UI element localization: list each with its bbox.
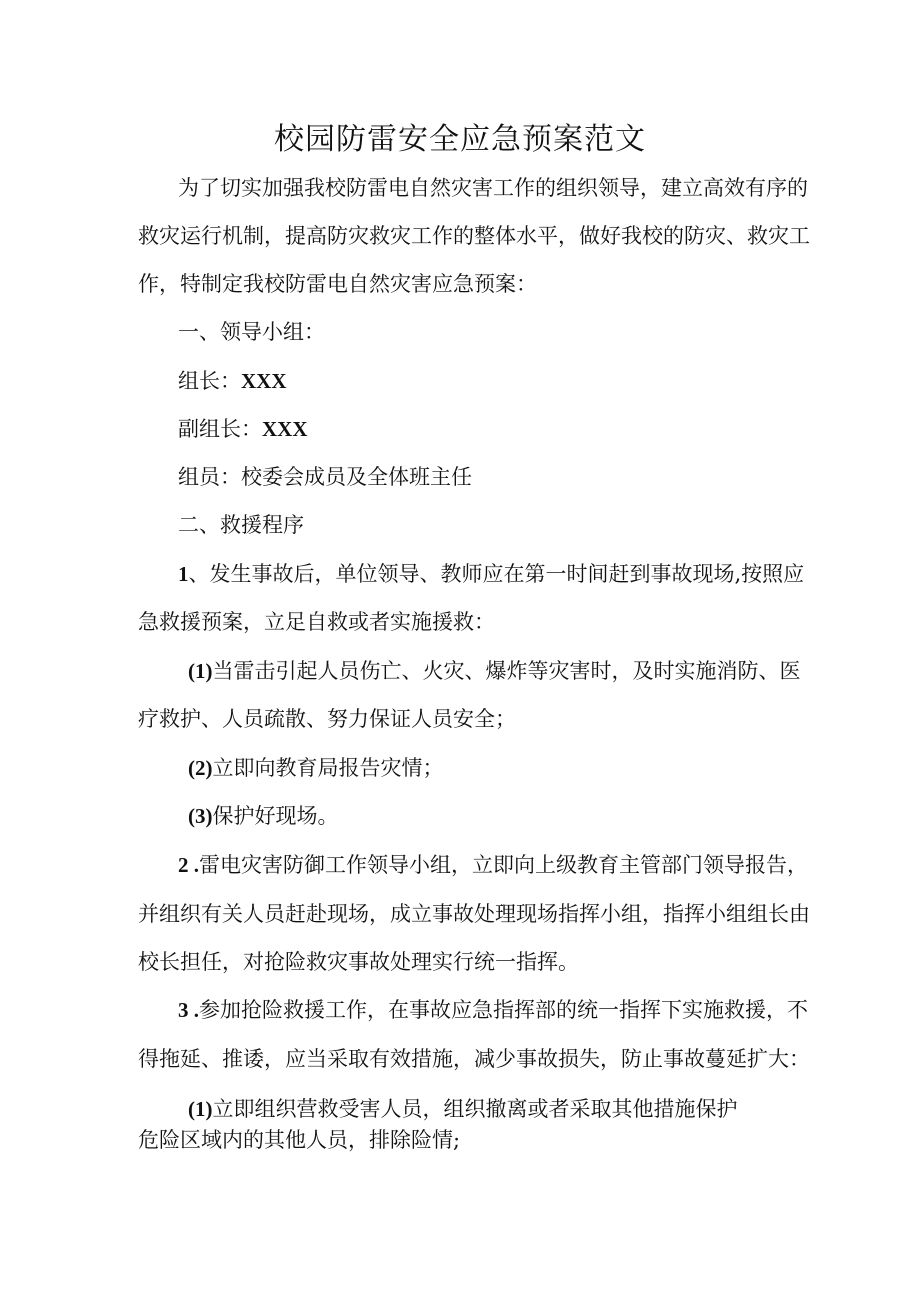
paragraph-intro-line-1: 为了切实加强我校防雷电自然灾害工作的组织领导，建立高效有序的 — [178, 176, 808, 200]
deputy-leader-name: XXX — [262, 417, 308, 441]
subitem-3-1-line-1 — [188, 1094, 738, 1124]
item-2-line-1 — [178, 850, 808, 880]
section-heading-rescue: 二、救援程序 — [178, 513, 304, 537]
item-1-line-1 — [178, 559, 804, 589]
item-2-line-2: 并组织有关人员赶赴现场，成立事故处理现场指挥小组，指挥小组组长由 — [138, 902, 810, 926]
section-heading-leadership: 一、领导小组： — [178, 320, 325, 344]
item-3-number: 3 — [178, 998, 189, 1022]
subitem-1-1-text: 当雷击引起人员伤亡、火灾、爆炸等灾害时，及时实施消防、医 — [212, 659, 801, 683]
item-3-line-1 — [178, 995, 808, 1025]
paragraph-intro-line-3: 作，特制定我校防雷电自然灾害应急预案： — [138, 272, 537, 296]
item-2-text: 雷电灾害防御工作领导小组，立即向上级教育主管部门领导报告， — [199, 853, 808, 877]
subitem-1-1-line-1 — [188, 656, 801, 686]
subitem-3-1-line-2: 危险区域内的其他人员，排除险情; — [138, 1128, 461, 1152]
subitem-1-1-line-2: 疗救护、人员疏散、努力保证人员安全； — [138, 707, 516, 731]
leader-name: XXX — [241, 369, 287, 393]
subitem-1-3 — [188, 801, 339, 831]
subitem-3-1-text: 立即组织营救受害人员，组织撤离或者采取其他措施保护 — [212, 1097, 738, 1121]
subitem-1-2-number: (2) — [188, 756, 213, 780]
subitem-3-1-number: (1) — [188, 1097, 213, 1121]
deputy-leader-line — [178, 414, 308, 444]
item-1-text: 、发生事故后，单位领导、教师应在第一时间赶到事故现场,按照应 — [188, 562, 805, 586]
item-2-line-3: 校长担任，对抢险救灾事故处理实行统一指挥。 — [138, 950, 579, 974]
subitem-1-2-text: 立即向教育局报告灾情； — [212, 756, 444, 780]
leader-label: 组长： — [178, 369, 241, 393]
paragraph-intro-line-2: 救灾运行机制，提高防灾救灾工作的整体水平，做好我校的防灾、救灾工 — [138, 224, 810, 248]
item-3-line-2: 得拖延、推诿，应当采取有效措施，减少事故损失，防止事故蔓延扩大： — [138, 1047, 810, 1071]
leader-line — [178, 366, 287, 396]
subitem-1-1-number: (1) — [188, 659, 213, 683]
item-1-line-2: 急救援预案，立足自救或者实施援救： — [138, 610, 495, 634]
members-line: 组员：校委会成员及全体班主任 — [178, 465, 472, 489]
item-2-dot: . — [188, 853, 199, 877]
subitem-1-2 — [188, 753, 444, 783]
item-3-text: 参加抢险救援工作，在事故应急指挥部的统一指挥下实施救援，不 — [199, 998, 808, 1022]
item-2-number: 2 — [178, 853, 189, 877]
item-3-dot: . — [188, 998, 199, 1022]
subitem-1-3-number: (3) — [188, 804, 213, 828]
item-1-number: 1 — [178, 562, 189, 586]
deputy-leader-label: 副组长： — [178, 417, 262, 441]
subitem-1-3-text: 保护好现场。 — [212, 804, 339, 828]
document-title: 校园防雷安全应急预案范文 — [274, 122, 646, 157]
